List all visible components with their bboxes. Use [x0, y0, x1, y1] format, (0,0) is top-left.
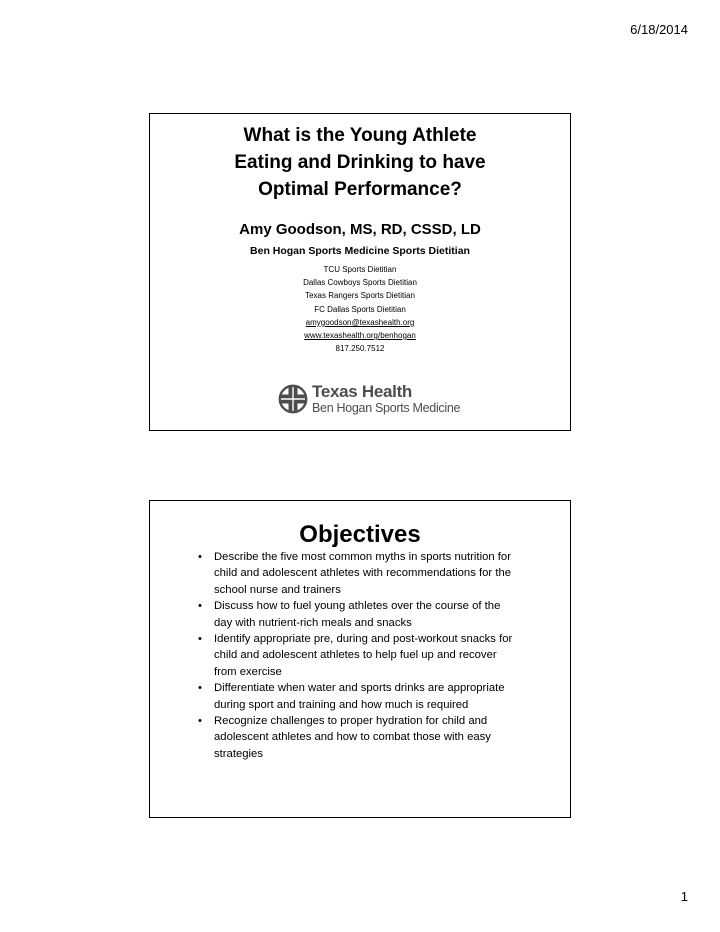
slide-title-heading — [150, 122, 570, 203]
texas-health-cross-icon — [278, 384, 308, 414]
objective-item: • Describe the five most common myths in sports nutrition for child and adolescent athletes with recommendations for the school nurse and trainers — [198, 549, 518, 598]
texas-health-logo — [278, 382, 460, 416]
slide-objectives — [149, 500, 571, 818]
detail-item: FC Dallas Sports Dietitian — [314, 304, 406, 314]
page-date: 6/18/2014 — [630, 22, 688, 37]
slide-title — [149, 113, 571, 431]
objective-item: • Discuss how to fuel young athletes over the course of the day with nutrient-rich meals and snacks — [198, 598, 518, 631]
phone-number: 817.250.7512 — [335, 344, 385, 354]
logo-line1: Texas Health — [312, 382, 413, 402]
email-link[interactable]: amygoodson@texashealth.org — [305, 317, 415, 327]
title-line: Optimal Performance? — [258, 179, 462, 200]
title-line: Eating and Drinking to have — [234, 152, 486, 173]
title-line: What is the Young Athlete — [243, 125, 477, 146]
objectives-list — [198, 549, 518, 762]
detail-item: TCU Sports Dietitian — [323, 265, 397, 274]
objective-item: • Differentiate when water and sports drinks are appropriate during sport and training and how much is required — [198, 680, 518, 713]
objective-item: • Identify appropriate pre, during and post-workout snacks for child and adolescent athletes to help fuel up and recover from exercise — [198, 631, 518, 680]
author-role: Ben Hogan Sports Medicine Sports Dietitian — [250, 245, 470, 257]
objectives-title: Objectives — [299, 521, 421, 548]
detail-item: Dallas Cowboys Sports Dietitian — [303, 278, 417, 288]
detail-item: Texas Rangers Sports Dietitian — [305, 291, 415, 301]
page-number: 1 — [680, 889, 688, 904]
objective-item: • Recognize challenges to proper hydration for child and adolescent athletes and how to combat those with easy strategies — [198, 713, 518, 762]
website-link[interactable]: www.texashealth.org/benhogan — [304, 331, 416, 341]
author-details — [150, 263, 570, 355]
author-name: Amy Goodson, MS, RD, CSSD, LD — [239, 221, 481, 238]
logo-line2: Ben Hogan Sports Medicine — [312, 401, 461, 416]
